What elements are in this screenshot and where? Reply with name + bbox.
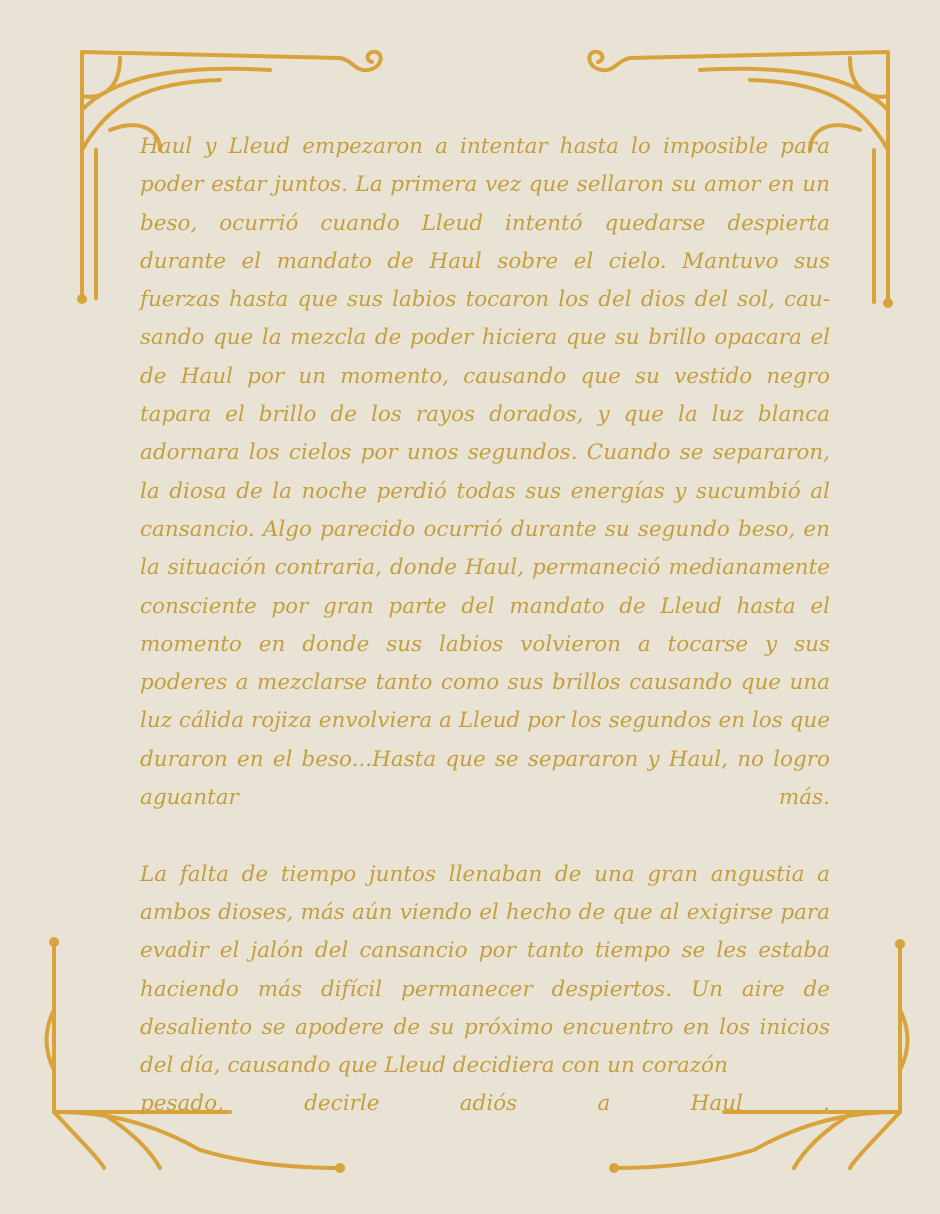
ornament-dot-icon: [77, 294, 87, 304]
ornament-dot-icon: [609, 1163, 619, 1173]
story-text: [140, 128, 830, 1124]
ornament-dot-icon: [49, 937, 59, 947]
story-paragraph-1: Haul y Lleud empezaron a intentar hasta lo imposible para poder estar juntos. La primera vez que sellaron su amor en un beso, ocurrió cuando Lleud intentó quedarse despierta durante el mandato de Haul sobre el cielo. Mantuvo sus fuerzas hasta que sus labios tocaron los del dios del sol, causando que la mezcla de poder hiciera que su brillo opacara el de Haul por un momento, causando que su vestido negro tapara el brillo de los rayos dorados, y que la luz blanca adornara los cielos por unos segundos. Cuando se separaron, la diosa de la noche perdió todas sus energías y sucumbió al cansancio. Algo parecido ocurrió durante su segundo beso, en la situación contraria, donde Haul, permaneció medianamente consciente por gran parte del mandato de Lleud hasta el momento en donde sus labios volvieron a tocarse y sus poderes a mezclarse tanto como sus brillos causando que una luz cálida rojiza envolviera a Lleud por los segundos en los que duraron en el beso...Hasta que se separaron y Haul, no logro aguantar más.: [140, 134, 830, 811]
ornament-dot-icon: [883, 298, 893, 308]
story-paragraph-2-last-line: pesado, decirle adiós a Haul .: [140, 1091, 830, 1117]
story-paragraph-2: [140, 856, 830, 1124]
story-paragraph-2-body: La falta de tiempo juntos llenaban de una gran angustia a ambos dioses, más aún viendo el hecho de que al exigirse para evadir el jalón del cansancio por tanto tiempo se les estaba haciendo más difícil permanecer despiertos. Un aire de desaliento se apodere de su próximo encuentro en los inicios del día, causando que Lleud decidiera con un corazón: [140, 861, 830, 1079]
ornament-dot-icon: [895, 939, 905, 949]
ornament-dot-icon: [335, 1163, 345, 1173]
